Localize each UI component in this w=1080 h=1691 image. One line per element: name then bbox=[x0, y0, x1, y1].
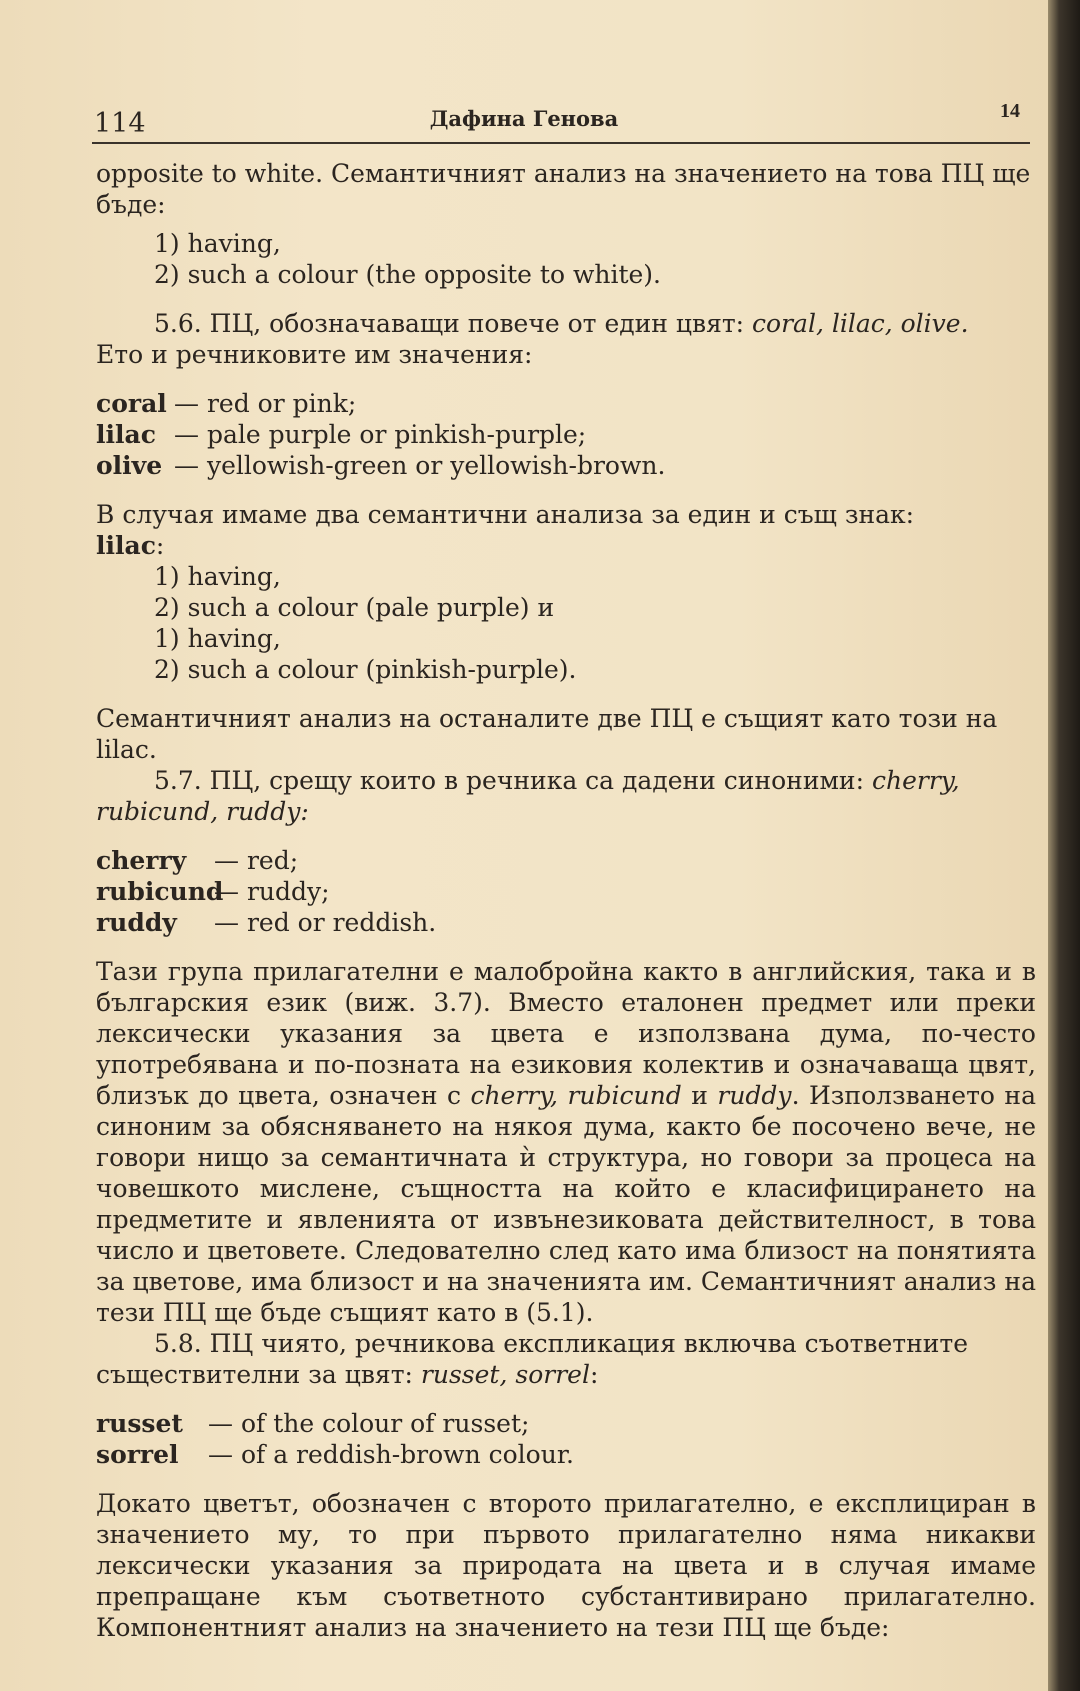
section-terms: coral, lilac, olive. bbox=[752, 309, 969, 338]
section-terms: cherry, rubicund, ruddy: bbox=[96, 766, 960, 826]
definition-entry bbox=[96, 419, 1036, 450]
section-text: 5.8. ПЦ чиято, речникова експликация включва съответните съществителни за цвят: bbox=[96, 1329, 969, 1389]
colon: : bbox=[155, 531, 165, 560]
definition: — red; bbox=[214, 846, 299, 875]
analysis-line: 1) having, bbox=[154, 229, 281, 258]
headword: coral bbox=[96, 389, 167, 418]
paragraph-text: Тази група прилагателни е малобройна както в английския, така и в българския език (виж. 3.7). Вместо еталонен предмет или преки лексически указания за цвета е използвана дума, по-често употребявана и по-позната на езиковия колектив и означаваща цвят, близък до цвета, означен с bbox=[96, 957, 1036, 1110]
definition: — of the colour of russet; bbox=[208, 1409, 530, 1438]
section-5-6 bbox=[96, 308, 1036, 339]
headword: sorrel bbox=[96, 1440, 179, 1469]
headword: lilac bbox=[96, 531, 156, 560]
paragraph: Докато цветът, обозначен с второто прилагателно, е експлициран в значението му, то при първото прилагателно няма никакви лексически указания за природата на цвета и в случая имаме препращане към съответното субстантивирано прилагателно. Компонентният анализ на значението на тези ПЦ ще бъде: bbox=[96, 1489, 1036, 1642]
inline-term: cherry, rubicund bbox=[470, 1081, 682, 1110]
paragraph bbox=[96, 956, 1036, 1328]
paragraph: В случая имаме два семантични анализа за един и същ знак: bbox=[96, 500, 915, 529]
analysis-line: 2) such a colour (the opposite to white). bbox=[154, 260, 661, 289]
paragraph: opposite to white. Семантичният анализ на значението на това ПЦ ще бъде: bbox=[96, 159, 1031, 219]
conjunction: и bbox=[691, 1081, 708, 1110]
inline-term: ruddy bbox=[717, 1081, 792, 1110]
section-5-7 bbox=[96, 765, 1036, 827]
paragraph: Семантичният анализ на останалите две ПЦ е същият като този на lilac. bbox=[96, 704, 998, 764]
paragraph: Ето и речниковите им значения: bbox=[96, 340, 533, 369]
running-head-author: Дафина Генова bbox=[429, 106, 619, 131]
colon: : bbox=[589, 1360, 599, 1389]
definition-entry bbox=[96, 845, 1036, 876]
running-header bbox=[0, 100, 1048, 150]
definition-entry bbox=[96, 1439, 1036, 1470]
section-terms: russet, sorrel bbox=[420, 1360, 590, 1389]
analysis-line: 1) having, bbox=[154, 624, 281, 653]
section-5-8 bbox=[96, 1328, 1036, 1390]
definition: — of a reddish-brown colour. bbox=[208, 1440, 574, 1469]
page-body bbox=[96, 158, 1036, 1643]
headword: russet bbox=[96, 1409, 183, 1438]
page-number: 114 bbox=[94, 108, 146, 139]
section-text: 5.7. ПЦ, срещу които в речника са дадени синоними: bbox=[154, 766, 865, 795]
header-rule bbox=[92, 142, 1030, 144]
definition: — pale purple or pinkish-purple; bbox=[174, 420, 587, 449]
headword-line bbox=[96, 530, 1036, 561]
headword: olive bbox=[96, 451, 163, 480]
definition: — red or pink; bbox=[174, 389, 357, 418]
definition: — yellowish-green or yellowish-brown. bbox=[174, 451, 666, 480]
page-edge bbox=[1048, 0, 1080, 1691]
definition-entry bbox=[96, 876, 1036, 907]
headword: ruddy bbox=[96, 908, 177, 937]
definition-entry bbox=[96, 1408, 1036, 1439]
paragraph-text: . Използването на синоним за обясняването на някоя дума, както бе посочено вече, не говори нищо за семантичната ѝ структура, но говори за процеса на човешкото мислене, същността на който е класифицирането на предметите и явленията от извънезиковата действителност, в това число и цветовете. Следователно след като има близост на понятията за цветове, има близост и на значенията им. Семантичният анализ на тези ПЦ ще бъде същият като в (5.1). bbox=[96, 1081, 1037, 1327]
analysis-line: 2) such a colour (pale purple) и bbox=[154, 593, 555, 622]
definition-entry bbox=[96, 388, 1036, 419]
definition-entry bbox=[96, 907, 1036, 938]
definition: — red or reddish. bbox=[214, 908, 437, 937]
headword: rubicund bbox=[96, 877, 224, 906]
definition-entry bbox=[96, 450, 1036, 481]
headword: lilac bbox=[96, 420, 156, 449]
margin-mark: 14 bbox=[1000, 100, 1020, 122]
definition: — ruddy; bbox=[214, 877, 330, 906]
analysis-line: 1) having, bbox=[154, 562, 281, 591]
headword: cherry bbox=[96, 846, 187, 875]
analysis-line: 2) such a colour (pinkish-purple). bbox=[154, 655, 577, 684]
section-text: 5.6. ПЦ, обозначаващи повече от един цвят: bbox=[154, 309, 745, 338]
